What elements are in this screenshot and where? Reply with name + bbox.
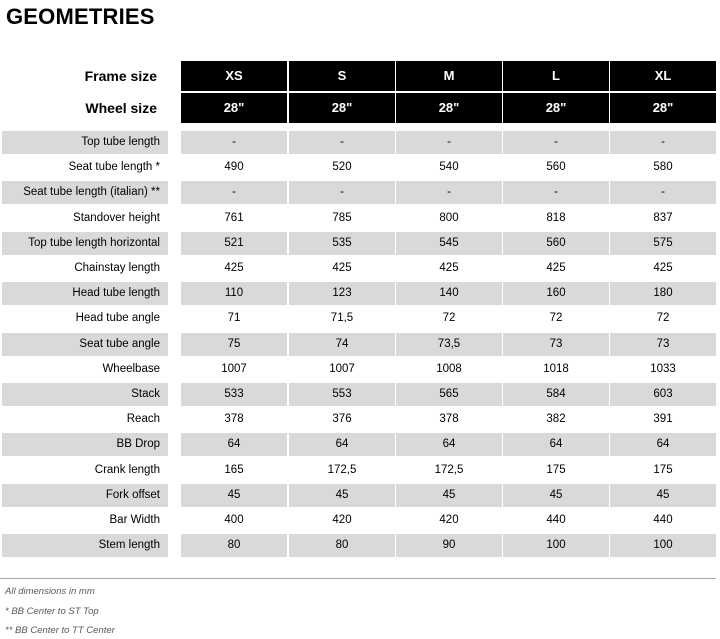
table-cell: 521 xyxy=(181,232,287,255)
row-label: Standover height xyxy=(73,212,160,224)
table-cell: 73,5 xyxy=(396,333,502,356)
table-row xyxy=(0,232,720,255)
note-dimensions: All dimensions in mm xyxy=(5,586,95,597)
table-cell: 110 xyxy=(181,282,287,305)
row-label: Chainstay length xyxy=(74,262,160,274)
table-cell: 490 xyxy=(224,161,244,173)
table-cell: 64 xyxy=(610,433,716,456)
table-row xyxy=(0,181,720,204)
wheel-size-cell: 28" xyxy=(181,93,287,123)
row-label: Seat tube length * xyxy=(68,161,160,173)
table-cell: 800 xyxy=(439,212,459,224)
table-cell: 64 xyxy=(503,433,609,456)
table-cell: 420 xyxy=(439,514,459,526)
table-cell: 100 xyxy=(610,534,716,557)
table-cell: 165 xyxy=(224,464,244,476)
table-row xyxy=(0,131,720,154)
table-cell: 545 xyxy=(396,232,502,255)
table-cell: 391 xyxy=(653,413,673,425)
table-cell: 160 xyxy=(503,282,609,305)
table-row xyxy=(0,207,720,230)
table-cell: 818 xyxy=(546,212,566,224)
table-row xyxy=(0,509,720,532)
frame-size-label: Frame size xyxy=(84,68,157,84)
table-cell: 584 xyxy=(503,383,609,406)
table-cell: 440 xyxy=(653,514,673,526)
row-label: Stack xyxy=(2,383,168,406)
table-cell: 72 xyxy=(656,312,670,324)
table-cell: 123 xyxy=(289,282,395,305)
wheel-size-cell: 28" xyxy=(610,93,716,123)
row-label: Crank length xyxy=(94,464,160,476)
table-cell: 175 xyxy=(546,464,566,476)
table-cell: 45 xyxy=(610,484,716,507)
table-cell: 75 xyxy=(181,333,287,356)
table-cell: - xyxy=(503,181,609,204)
table-row xyxy=(0,408,720,431)
table-row xyxy=(0,383,720,406)
table-cell: 1018 xyxy=(543,363,569,375)
row-label: Head tube angle xyxy=(75,312,160,324)
table-cell: 172,5 xyxy=(327,464,357,476)
table-cell: 1007 xyxy=(329,363,355,375)
row-label: Head tube length xyxy=(2,282,168,305)
table-cell: 425 xyxy=(332,262,352,274)
table-row xyxy=(0,282,720,305)
table-cell: 400 xyxy=(224,514,244,526)
wheel-size-cell: 28" xyxy=(503,93,609,123)
row-label: Seat tube angle xyxy=(2,333,168,356)
frame-size-cell: S xyxy=(289,61,395,91)
table-cell: 1007 xyxy=(221,363,247,375)
frame-size-cell: M xyxy=(396,61,502,91)
table-cell: - xyxy=(181,181,287,204)
table-cell: 540 xyxy=(439,161,459,173)
table-cell: - xyxy=(610,131,716,154)
table-cell: 1033 xyxy=(650,363,676,375)
note-italian: ** BB Center to TT Center xyxy=(5,625,115,636)
table-cell: 376 xyxy=(332,413,352,425)
table-cell: 90 xyxy=(396,534,502,557)
table-cell: - xyxy=(396,181,502,204)
table-row xyxy=(0,333,720,356)
row-label: Bar Width xyxy=(109,514,160,526)
table-cell: - xyxy=(610,181,716,204)
table-cell: 378 xyxy=(439,413,459,425)
table-cell: 71 xyxy=(227,312,241,324)
table-cell: 80 xyxy=(181,534,287,557)
table-cell: 172,5 xyxy=(434,464,464,476)
table-row xyxy=(0,484,720,507)
table-cell: 382 xyxy=(546,413,566,425)
wheel-size-cell: 28" xyxy=(289,93,395,123)
table-cell: 100 xyxy=(503,534,609,557)
frame-size-cell: XL xyxy=(610,61,716,91)
row-label: BB Drop xyxy=(2,433,168,456)
row-label: Seat tube length (italian) ** xyxy=(2,181,168,204)
table-cell: 64 xyxy=(396,433,502,456)
table-cell: 560 xyxy=(546,161,566,173)
row-label: Top tube length horizontal xyxy=(2,232,168,255)
table-row xyxy=(0,459,720,482)
table-cell: 45 xyxy=(181,484,287,507)
table-row xyxy=(0,307,720,330)
table-row xyxy=(0,156,720,179)
table-cell: 533 xyxy=(181,383,287,406)
table-cell: 80 xyxy=(289,534,395,557)
table-cell: 425 xyxy=(224,262,244,274)
table-cell: 45 xyxy=(503,484,609,507)
table-cell: 535 xyxy=(289,232,395,255)
table-cell: 785 xyxy=(332,212,352,224)
table-cell: - xyxy=(396,131,502,154)
table-cell: 560 xyxy=(503,232,609,255)
row-label: Wheelbase xyxy=(102,363,160,375)
row-label: Stem length xyxy=(2,534,168,557)
wheel-size-label: Wheel size xyxy=(85,100,157,116)
table-cell: 837 xyxy=(653,212,673,224)
table-cell: - xyxy=(289,181,395,204)
table-cell: 45 xyxy=(396,484,502,507)
table-cell: 440 xyxy=(546,514,566,526)
note-seat-tube: * BB Center to ST Top xyxy=(5,606,99,617)
table-cell: - xyxy=(503,131,609,154)
table-cell: 420 xyxy=(332,514,352,526)
table-row xyxy=(0,433,720,456)
frame-size-cell: XS xyxy=(181,61,287,91)
row-label: Reach xyxy=(126,413,160,425)
table-cell: 425 xyxy=(546,262,566,274)
table-cell: 74 xyxy=(289,333,395,356)
table-cell: - xyxy=(289,131,395,154)
table-cell: 520 xyxy=(332,161,352,173)
table-cell: 72 xyxy=(549,312,563,324)
table-cell: 64 xyxy=(181,433,287,456)
table-cell: 603 xyxy=(610,383,716,406)
table-cell: 378 xyxy=(224,413,244,425)
table-cell: 425 xyxy=(439,262,459,274)
wheel-size-cell: 28" xyxy=(396,93,502,123)
table-cell: 575 xyxy=(610,232,716,255)
table-row xyxy=(0,358,720,381)
table-cell: 71,5 xyxy=(330,312,354,324)
row-label: Top tube length xyxy=(2,131,168,154)
wheel-size-row xyxy=(0,93,720,123)
footer-divider xyxy=(0,578,716,579)
table-cell: 72 xyxy=(442,312,456,324)
table-cell: 761 xyxy=(224,212,244,224)
table-cell: 565 xyxy=(396,383,502,406)
table-cell: 73 xyxy=(610,333,716,356)
table-cell: 180 xyxy=(610,282,716,305)
table-cell: 64 xyxy=(289,433,395,456)
table-cell: 73 xyxy=(503,333,609,356)
table-cell: 580 xyxy=(653,161,673,173)
table-cell: - xyxy=(181,131,287,154)
table-cell: 425 xyxy=(653,262,673,274)
row-label: Fork offset xyxy=(2,484,168,507)
frame-size-cell: L xyxy=(503,61,609,91)
table-cell: 1008 xyxy=(436,363,462,375)
table-cell: 175 xyxy=(653,464,673,476)
table-cell: 140 xyxy=(396,282,502,305)
table-cell: 553 xyxy=(289,383,395,406)
table-cell: 45 xyxy=(289,484,395,507)
frame-size-row xyxy=(0,61,720,91)
table-row xyxy=(0,257,720,280)
table-row xyxy=(0,534,720,557)
page-title: GEOMETRIES xyxy=(6,4,155,29)
